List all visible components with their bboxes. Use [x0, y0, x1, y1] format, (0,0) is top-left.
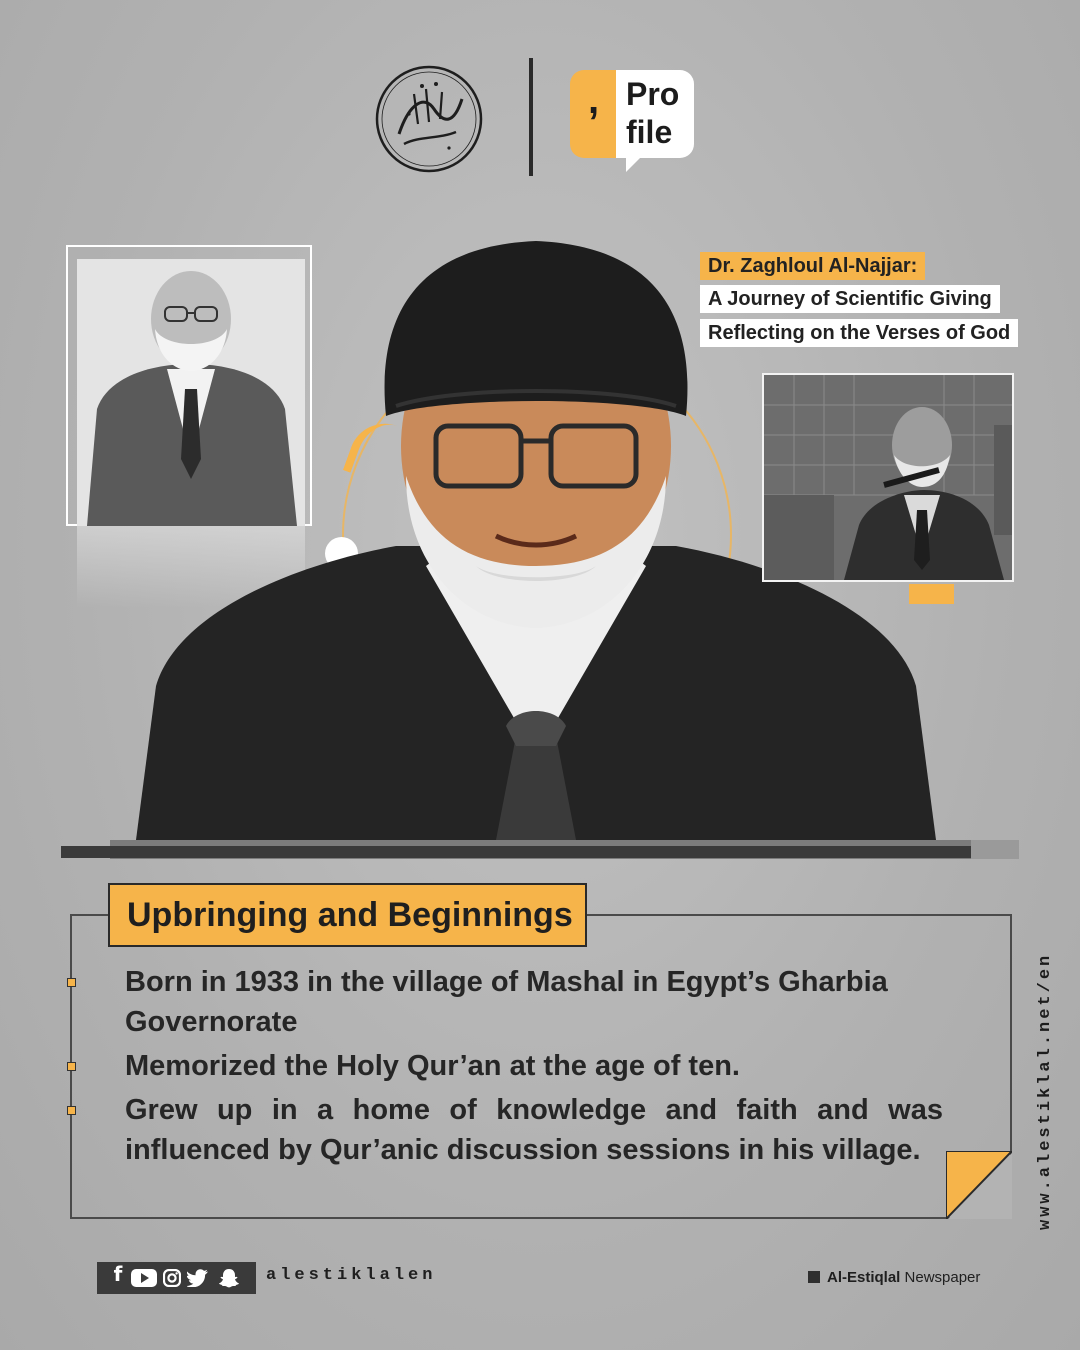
profile-logo-line2: file: [626, 114, 673, 150]
square-bullet-icon: [808, 1271, 820, 1283]
list-item: [125, 962, 943, 1042]
profile-logo: [570, 70, 694, 174]
title-line-2: A Journey of Scientific Giving: [700, 285, 1000, 313]
divider-bar-light: [971, 840, 1019, 859]
profile-logo-comma: ,: [588, 78, 600, 122]
twitter-icon[interactable]: [187, 1269, 209, 1287]
right-photo-tag: [909, 584, 954, 604]
newspaper-suffix: Newspaper: [900, 1269, 981, 1286]
youtube-icon[interactable]: [131, 1269, 157, 1287]
calligraphy-seal-icon: [374, 64, 484, 174]
title-name: Dr. Zaghloul Al-Najjar:: [700, 252, 925, 280]
profile-logo-line1: Pro: [626, 76, 680, 112]
title-line-3: Reflecting on the Verses of God: [700, 319, 1018, 347]
bullet-marker: [67, 1062, 76, 1071]
profile-logo-tail: [626, 156, 642, 172]
instagram-icon[interactable]: [163, 1269, 181, 1287]
section-heading: Upbringing and Beginnings: [108, 883, 587, 947]
header-divider: [529, 58, 533, 176]
list-item: [125, 1090, 943, 1170]
social-bar: [97, 1262, 256, 1294]
snapchat-icon[interactable]: [218, 1268, 240, 1288]
divider-bar-dark: [61, 846, 971, 858]
page-fold-icon: [946, 1151, 1012, 1219]
list-item: [125, 1046, 943, 1086]
facebook-icon[interactable]: f: [113, 1262, 123, 1286]
bullet-marker: [67, 978, 76, 987]
list-item-text: Grew up in a home of knowledge and faith and was influenced by Qur’anic discussion sessions in his village.: [125, 1094, 943, 1166]
right-photo-lecture: [764, 375, 1012, 580]
newspaper-name: Al-Estiqlal: [827, 1269, 901, 1286]
bullet-list: [125, 962, 943, 1174]
list-item-text: Memorized the Holy Qur’an at the age of ten.: [125, 1050, 740, 1082]
website-url[interactable]: www.alestiklal.net/en: [1036, 952, 1055, 1230]
list-item-text: Born in 1933 in the village of Mashal in Egypt’s Gharbia Governorate: [125, 966, 888, 1038]
right-photo: [762, 373, 1014, 582]
social-handle[interactable]: alestiklalen: [266, 1266, 437, 1285]
bullet-marker: [67, 1106, 76, 1115]
newspaper-credit: [808, 1269, 980, 1286]
